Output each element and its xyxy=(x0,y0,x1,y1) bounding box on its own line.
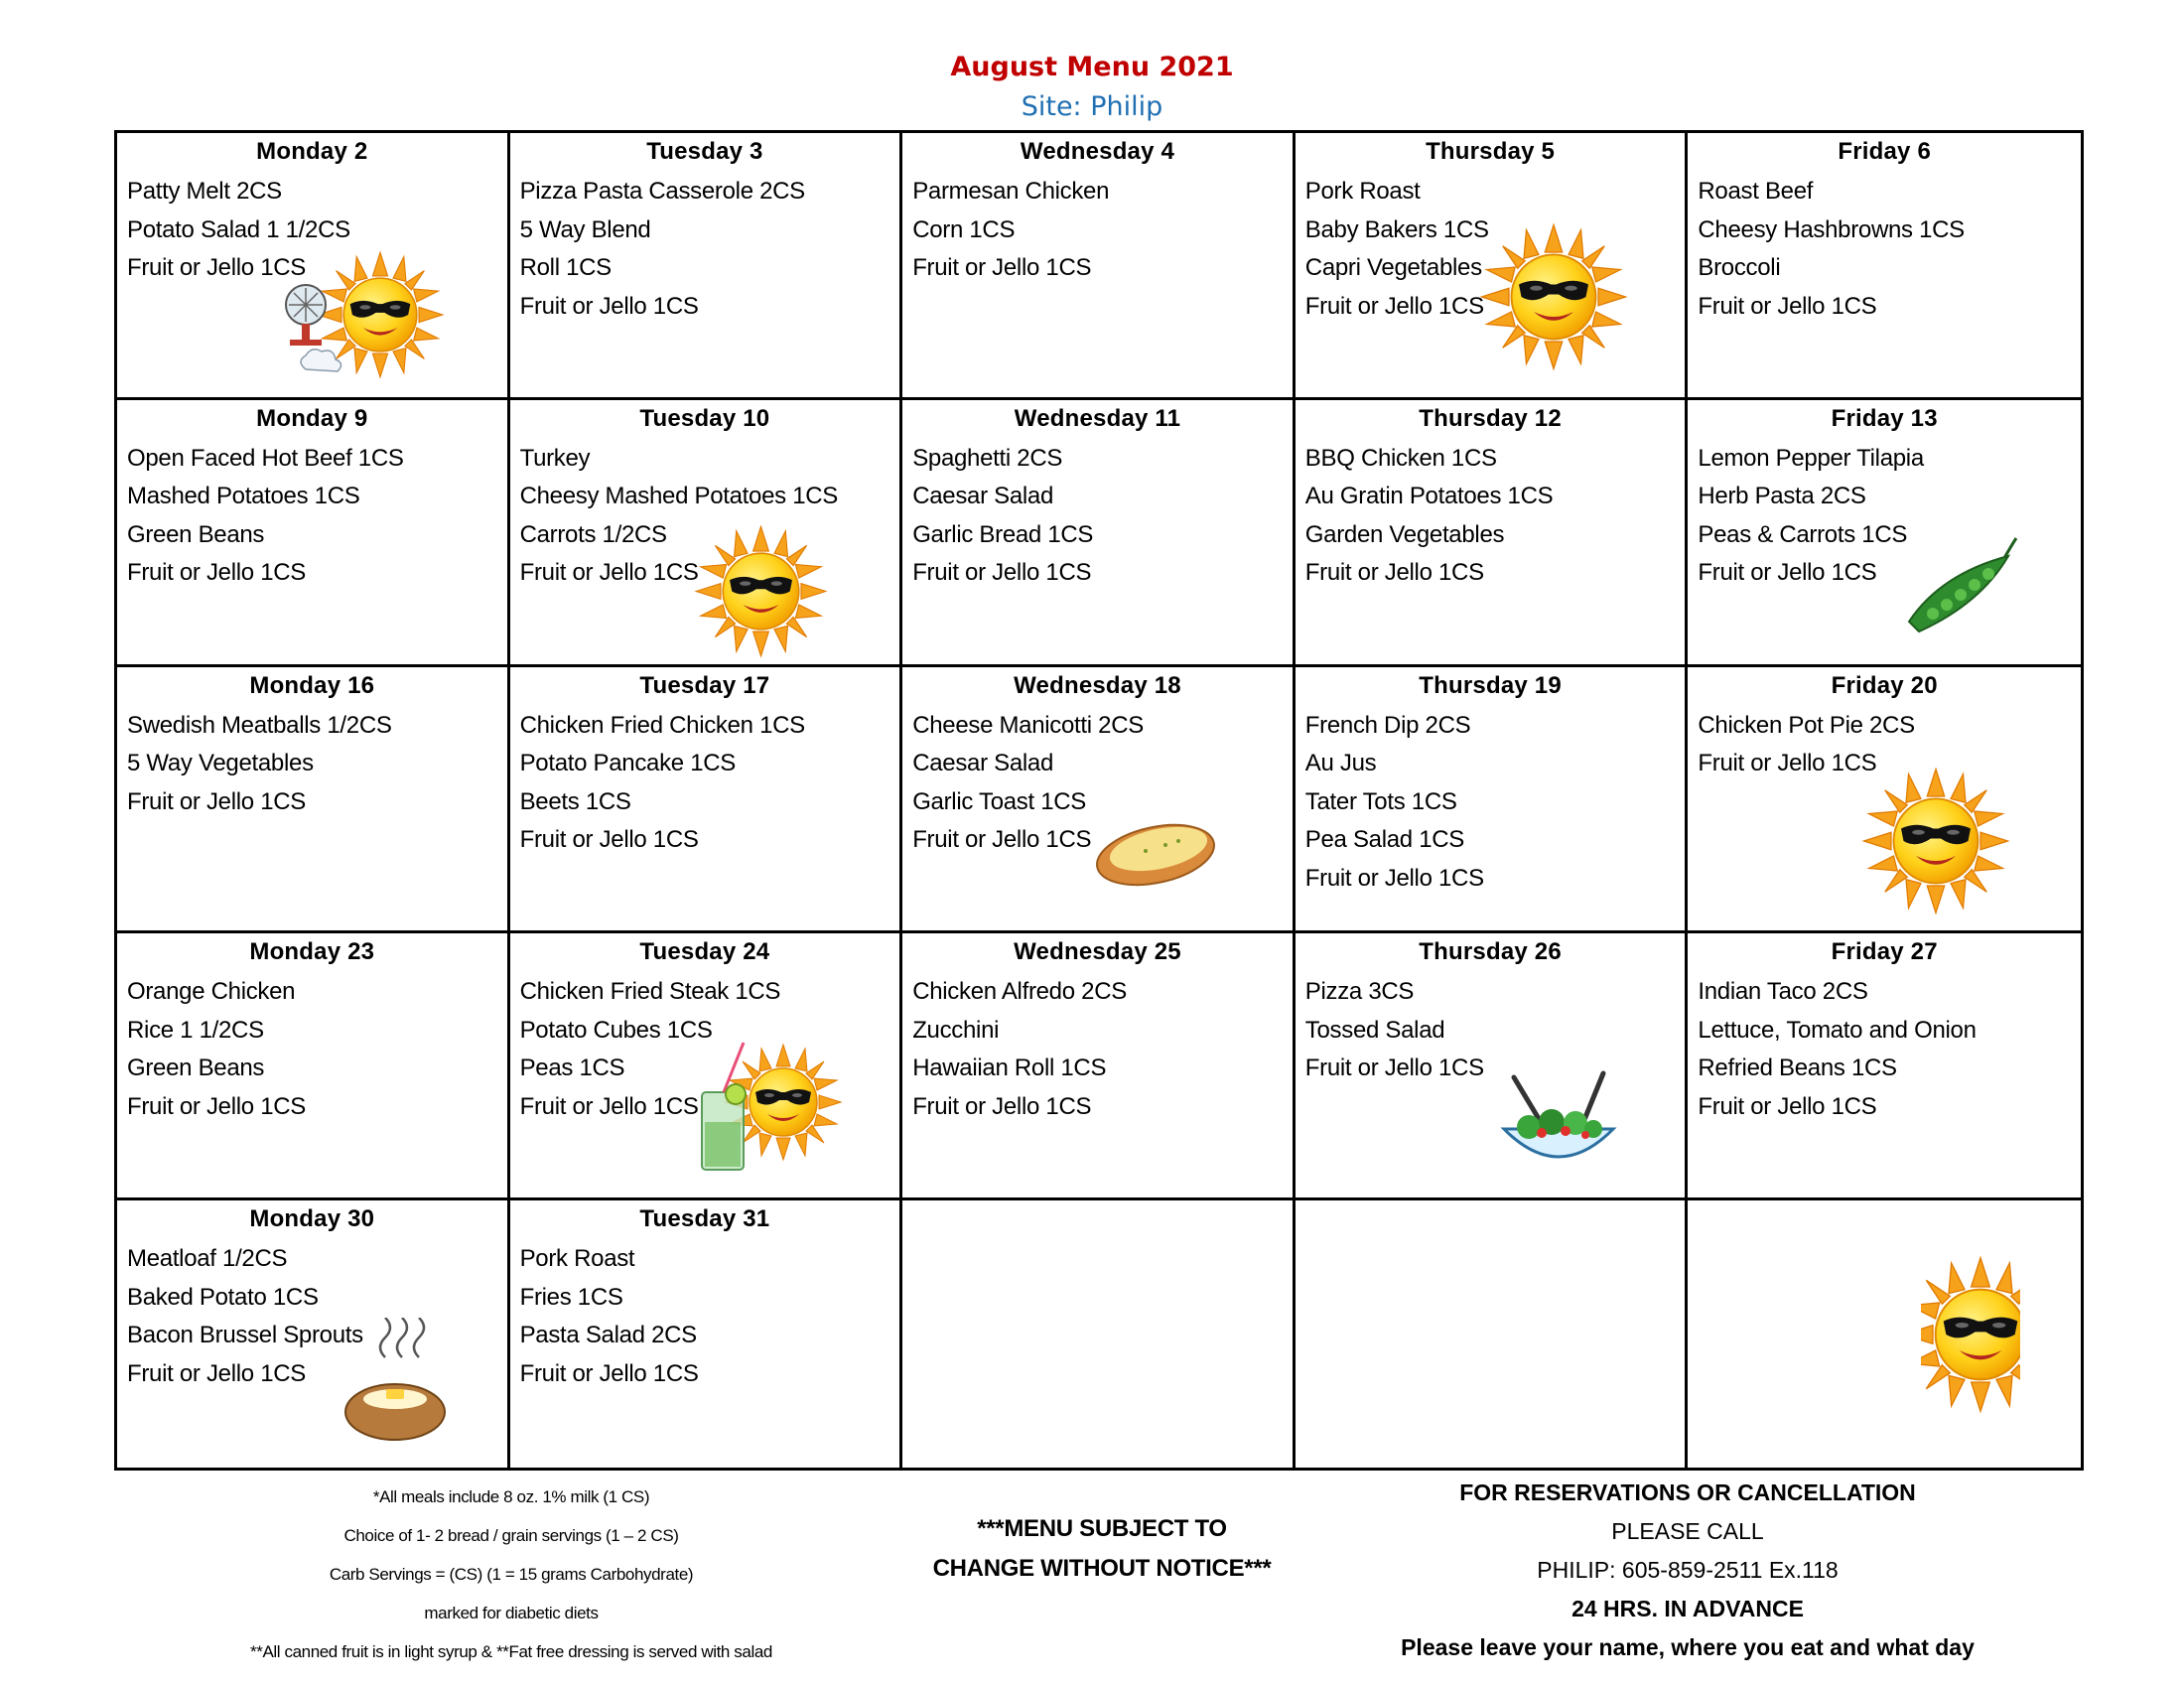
menu-item: Corn 1CS xyxy=(912,215,1016,243)
menu-item: Fruit or Jello 1CS xyxy=(127,559,306,587)
menu-item: Carrots 1/2CS xyxy=(519,520,667,548)
day-header: Monday 16 xyxy=(249,671,375,699)
menu-item: Patty Melt 2CS xyxy=(127,178,282,205)
day-cell xyxy=(510,667,903,934)
day-cell xyxy=(1296,667,1689,934)
salad-bowl-icon xyxy=(1494,1067,1623,1177)
menu-item: Fruit or Jello 1CS xyxy=(1698,292,1877,320)
menu-item: Herb Pasta 2CS xyxy=(1698,483,1866,510)
day-header: Thursday 26 xyxy=(1419,938,1562,966)
menu-item: BBQ Chicken 1CS xyxy=(1304,444,1497,472)
menu-items xyxy=(1698,173,2071,326)
menu-item: Pea Salad 1CS xyxy=(1304,826,1465,854)
notice-line: ***MENU SUBJECT TO xyxy=(977,1515,1227,1542)
day-cell xyxy=(117,933,510,1200)
peeking-sun-icon xyxy=(1921,1235,2020,1434)
day-header: Wednesday 4 xyxy=(1020,138,1175,165)
day-header: Tuesday 24 xyxy=(639,938,770,966)
day-header: Tuesday 17 xyxy=(639,671,770,699)
menu-notice xyxy=(893,1509,1310,1589)
contact-instructions: Please leave your name, where you eat and what day xyxy=(1401,1634,1975,1660)
menu-item: Open Faced Hot Beef 1CS xyxy=(127,444,404,472)
footnote: **All canned fruit is in light syrup & **Fat free dressing is served with salad xyxy=(250,1642,772,1661)
day-header: Tuesday 3 xyxy=(646,138,763,165)
day-header: Wednesday 18 xyxy=(1014,671,1181,699)
menu-item: Lemon Pepper Tilapia xyxy=(1698,444,1924,472)
day-header: Monday 2 xyxy=(256,138,368,165)
contact-info xyxy=(1350,1474,2025,1667)
menu-item: Fruit or Jello 1CS xyxy=(127,1092,306,1120)
menu-item: Zucchini xyxy=(912,1016,1000,1044)
baked-potato-icon xyxy=(341,1318,450,1447)
menu-item: Fruit or Jello 1CS xyxy=(519,292,699,320)
sun-with-drink-icon xyxy=(694,1033,843,1182)
garlic-bread-icon xyxy=(1091,811,1220,891)
menu-item: Fruit or Jello 1CS xyxy=(1304,559,1484,587)
day-cell xyxy=(902,667,1296,934)
menu-item: Tossed Salad xyxy=(1304,1016,1445,1044)
day-cell xyxy=(1296,1200,1689,1468)
menu-item: Potato Salad 1 1/2CS xyxy=(127,215,350,243)
menu-item: Capri Vegetables xyxy=(1304,254,1482,281)
menu-item: Garlic Bread 1CS xyxy=(912,520,1094,548)
day-header: Friday 6 xyxy=(1838,138,1932,165)
menu-item: Chicken Alfredo 2CS xyxy=(912,978,1127,1006)
menu-item: Fruit or Jello 1CS xyxy=(912,254,1092,281)
menu-item: Fruit or Jello 1CS xyxy=(519,559,699,587)
menu-item: Pizza Pasta Casserole 2CS xyxy=(519,178,805,205)
sun-smiling-icon xyxy=(694,524,828,658)
menu-item: Beets 1CS xyxy=(519,787,631,815)
day-header: Friday 27 xyxy=(1831,938,1938,966)
menu-item: Roast Beef xyxy=(1698,178,1814,205)
menu-items xyxy=(1305,707,1676,899)
menu-item: Baby Bakers 1CS xyxy=(1304,215,1489,243)
menu-item: Fruit or Jello 1CS xyxy=(519,826,699,854)
menu-item: Potato Pancake 1CS xyxy=(519,750,737,777)
menu-items xyxy=(520,173,890,326)
menu-items xyxy=(1698,973,2071,1126)
menu-item: Potato Cubes 1CS xyxy=(519,1016,713,1044)
menu-item: Garlic Toast 1CS xyxy=(912,787,1087,815)
menu-items xyxy=(912,440,1283,593)
menu-item: Turkey xyxy=(519,444,591,472)
menu-item: Fries 1CS xyxy=(519,1283,623,1311)
contact-call: PLEASE CALL xyxy=(1611,1518,1764,1544)
menu-items xyxy=(127,973,497,1126)
menu-item: Pork Roast xyxy=(519,1245,635,1273)
menu-item: Fruit or Jello 1CS xyxy=(1304,1055,1484,1082)
contact-phone: PHILIP: 605-859-2511 Ex.118 xyxy=(1537,1557,1839,1583)
day-cell xyxy=(117,400,510,667)
menu-item: Caesar Salad xyxy=(912,750,1054,777)
menu-item: Fruit or Jello 1CS xyxy=(1698,1092,1877,1120)
menu-item: Pasta Salad 2CS xyxy=(519,1322,697,1349)
menu-items xyxy=(127,707,497,822)
day-header: Friday 13 xyxy=(1831,404,1938,432)
menu-item: Baked Potato 1CS xyxy=(127,1283,319,1311)
menu-item: Refried Beans 1CS xyxy=(1698,1055,1897,1082)
menu-item: Lettuce, Tomato and Onion xyxy=(1698,1016,1977,1044)
menu-item: Roll 1CS xyxy=(519,254,612,281)
day-cell xyxy=(117,133,510,400)
day-cell xyxy=(1688,133,2081,400)
pea-pod-icon xyxy=(1901,534,2020,643)
day-header: Thursday 5 xyxy=(1426,138,1556,165)
day-header: Thursday 12 xyxy=(1419,404,1562,432)
footnote: Carb Servings = (CS) (1 = 15 grams Carbohydrate) xyxy=(329,1565,694,1584)
menu-item: Green Beans xyxy=(127,1055,265,1082)
menu-item: Fruit or Jello 1CS xyxy=(912,826,1092,854)
menu-items xyxy=(520,1240,890,1393)
menu-item: Cheesy Hashbrowns 1CS xyxy=(1698,215,1965,243)
day-header: Monday 30 xyxy=(249,1205,375,1233)
menu-item: Cheesy Mashed Potatoes 1CS xyxy=(519,483,838,510)
menu-items xyxy=(1305,440,1676,593)
menu-items xyxy=(520,707,890,860)
day-header: Wednesday 25 xyxy=(1014,938,1181,966)
day-cell xyxy=(1688,667,2081,934)
day-cell xyxy=(117,667,510,934)
day-header: Tuesday 31 xyxy=(639,1205,770,1233)
day-header: Wednesday 11 xyxy=(1014,404,1181,432)
day-header: Tuesday 10 xyxy=(639,404,770,432)
menu-title: August Menu 2021 xyxy=(950,52,1234,82)
menu-item: Fruit or Jello 1CS xyxy=(1698,750,1877,777)
day-cell xyxy=(510,400,903,667)
menu-item: Spaghetti 2CS xyxy=(912,444,1063,472)
footnote: marked for diabetic diets xyxy=(424,1604,599,1622)
menu-item: Broccoli xyxy=(1698,254,1781,281)
menu-item: Indian Taco 2CS xyxy=(1698,978,1868,1006)
day-header: Monday 23 xyxy=(249,938,375,966)
menu-item: Fruit or Jello 1CS xyxy=(519,1092,699,1120)
notice-line: CHANGE WITHOUT NOTICE*** xyxy=(932,1555,1272,1582)
menu-item: Tater Tots 1CS xyxy=(1304,787,1457,815)
menu-item: Parmesan Chicken xyxy=(912,178,1110,205)
menu-item: Fruit or Jello 1CS xyxy=(1304,864,1484,892)
footnote: *All meals include 8 oz. 1% milk (1 CS) xyxy=(372,1487,650,1506)
day-cell xyxy=(1688,1200,2081,1468)
day-cell xyxy=(902,400,1296,667)
contact-advance: 24 HRS. IN ADVANCE xyxy=(1571,1596,1804,1621)
menu-item: Bacon Brussel Sprouts xyxy=(127,1322,363,1349)
menu-item: Fruit or Jello 1CS xyxy=(127,1359,306,1387)
site-label: Site: Philip xyxy=(1021,91,1163,122)
day-cell xyxy=(1296,933,1689,1200)
menu-item: Fruit or Jello 1CS xyxy=(912,1092,1092,1120)
day-cell xyxy=(1296,133,1689,400)
menu-item: Pork Roast xyxy=(1304,178,1421,205)
menu-item: Fruit or Jello 1CS xyxy=(912,559,1092,587)
footnote: Choice of 1- 2 bread / grain servings (1 – 2 CS) xyxy=(343,1526,679,1545)
menu-item: Swedish Meatballs 1/2CS xyxy=(127,711,392,739)
day-cell xyxy=(902,933,1296,1200)
menu-item: Chicken Fried Chicken 1CS xyxy=(519,711,805,739)
menu-item: Fruit or Jello 1CS xyxy=(519,1359,699,1387)
menu-item: Peas 1CS xyxy=(519,1055,625,1082)
menu-item: French Dip 2CS xyxy=(1304,711,1471,739)
day-header: Monday 9 xyxy=(256,404,368,432)
day-cell xyxy=(510,133,903,400)
day-cell xyxy=(1688,400,2081,667)
sun-sunglasses-icon xyxy=(1479,222,1628,371)
day-cell xyxy=(117,1200,510,1468)
menu-item: Chicken Fried Steak 1CS xyxy=(519,978,781,1006)
menu-item: 5 Way Blend xyxy=(519,215,651,243)
menu-item: Mashed Potatoes 1CS xyxy=(127,483,360,510)
menu-item: Fruit or Jello 1CS xyxy=(127,787,306,815)
menu-items xyxy=(912,973,1283,1126)
contact-heading: FOR RESERVATIONS OR CANCELLATION xyxy=(1459,1479,1916,1505)
menu-item: Peas & Carrots 1CS xyxy=(1698,520,1908,548)
day-cell xyxy=(1296,400,1689,667)
menu-item: Garden Vegetables xyxy=(1304,520,1505,548)
footnotes xyxy=(199,1477,824,1671)
day-cell xyxy=(902,133,1296,400)
menu-item: Rice 1 1/2CS xyxy=(127,1016,264,1044)
menu-item: Fruit or Jello 1CS xyxy=(1304,292,1484,320)
day-cell xyxy=(510,933,903,1200)
menu-item: Orange Chicken xyxy=(127,978,296,1006)
menu-item: Chicken Pot Pie 2CS xyxy=(1698,711,1915,739)
day-header: Friday 20 xyxy=(1831,671,1938,699)
menu-items xyxy=(127,440,497,593)
day-cell xyxy=(1688,933,2081,1200)
menu-item: Hawaiian Roll 1CS xyxy=(912,1055,1107,1082)
menu-item: Fruit or Jello 1CS xyxy=(127,254,306,281)
menu-items xyxy=(912,173,1283,288)
menu-item: Au Jus xyxy=(1304,750,1377,777)
day-header: Thursday 19 xyxy=(1419,671,1562,699)
menu-item: Au Gratin Potatoes 1CS xyxy=(1304,483,1554,510)
menu-calendar xyxy=(114,130,2084,1471)
sun-thumbs-up-icon xyxy=(1861,767,2010,915)
menu-item: 5 Way Vegetables xyxy=(127,750,314,777)
menu-item: Meatloaf 1/2CS xyxy=(127,1245,288,1273)
menu-item: Pizza 3CS xyxy=(1304,978,1415,1006)
day-cell xyxy=(902,1200,1296,1468)
menu-item: Green Beans xyxy=(127,520,265,548)
menu-item: Cheese Manicotti 2CS xyxy=(912,711,1144,739)
day-cell xyxy=(510,1200,903,1468)
menu-item: Caesar Salad xyxy=(912,483,1054,510)
sun-with-fan-icon xyxy=(276,250,445,384)
menu-item: Fruit or Jello 1CS xyxy=(1698,559,1877,587)
